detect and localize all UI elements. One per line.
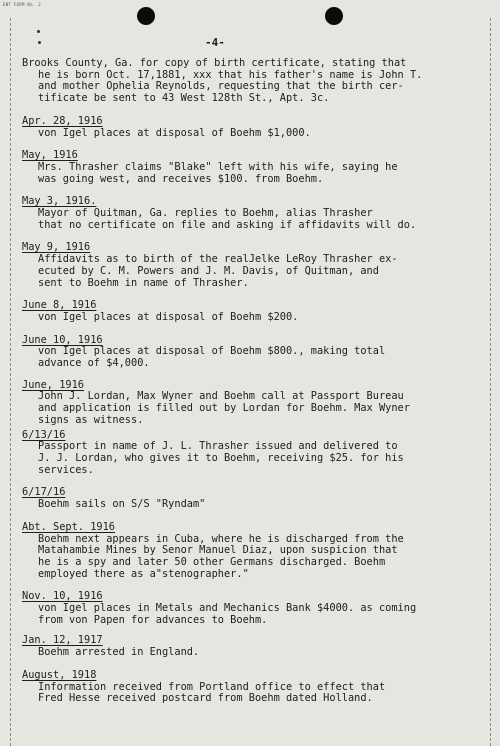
- chronology-entry: [22, 150, 484, 185]
- entry-text-line: Matahambie Mines by Senor Manuel Diaz, upon suspicion that: [38, 544, 398, 557]
- entry-date: August, 1918: [22, 668, 97, 681]
- entry-date: 6/17/16: [22, 486, 66, 499]
- entry-date: Jan. 12, 1917: [22, 634, 103, 647]
- entry-text-line: that no certificate on file and asking if affidavits will do.: [38, 218, 417, 231]
- entry-text-line: signs as witness.: [38, 413, 144, 426]
- entry-text-line: Passport in name of J. L. Thrasher issued and delivered to: [38, 440, 398, 453]
- entry-text-line: ecuted by C. M. Powers and J. M. Davis, of Quitman, and: [38, 264, 379, 277]
- entry-text-line: from von Papen for advances to Boehm.: [38, 613, 268, 626]
- entry-text-line: sent to Boehm in name of Thrasher.: [38, 276, 249, 289]
- entry-date: May 9, 1916: [22, 241, 91, 254]
- entry-text-line: Boehm arrested in England.: [38, 646, 200, 659]
- entry-text-line: von Igel places in Metals and Mechanics Bank $4000. as coming: [38, 602, 417, 615]
- entry-date: Abt. Sept. 1916: [22, 520, 115, 533]
- margin-mark: [37, 30, 40, 33]
- entry-text-line: advance of $4,000.: [38, 357, 150, 370]
- punch-hole-right: [325, 7, 343, 25]
- entry-text-line: Mrs. Thrasher claims "Blake" left with his wife, saying he: [38, 160, 398, 173]
- chronology-entry: [22, 335, 484, 370]
- entry-text-line: Fred Hesse received postcard from Boehm dated Holland.: [38, 692, 373, 705]
- intro-paragraph: [22, 58, 484, 105]
- intro-line: tificate be sent to 43 West 128th St., Apt. 3c.: [38, 92, 330, 105]
- chronology-entry: [22, 591, 484, 626]
- entry-text-line: von Igel places at disposal of Boehm $1,000.: [38, 126, 311, 139]
- chronology-entry: [22, 300, 484, 323]
- punch-hole-left: [137, 7, 155, 25]
- page-number: -4-: [205, 36, 225, 49]
- entry-text-line: Information received from Portland office to effect that: [38, 680, 386, 693]
- entry-date: May 3, 1916.: [22, 195, 97, 208]
- chronology-entry: [22, 430, 484, 477]
- intro-line: Brooks County, Ga. for copy of birth certificate, stating that: [22, 57, 407, 69]
- entry-text-line: Boehm sails on S/S "Ryndam": [38, 498, 206, 511]
- margin-mark: [38, 41, 41, 44]
- entry-text-line: Affidavits as to birth of the realJelke LeRoy Thrasher ex-: [38, 253, 398, 266]
- intro-line: and mother Ophelia Reynolds, requesting that the birth cer-: [38, 80, 404, 93]
- entry-text-line: and application is filled out by Lordan for Boehm. Max Wyner: [38, 402, 410, 415]
- entry-text-line: von Igel places at disposal of Boehm $800., making total: [38, 345, 386, 358]
- entry-text-line: employed there as a"stenographer.": [38, 567, 249, 580]
- left-margin-line: [10, 18, 12, 746]
- entry-date: June 8, 1916: [22, 299, 97, 312]
- right-margin-line: [490, 18, 492, 746]
- chronology-entry: [22, 196, 484, 231]
- chronology-entry: [22, 380, 484, 427]
- entry-text-line: was going west, and receives $100. from Boehm.: [38, 172, 324, 185]
- chronology-entry: [22, 522, 484, 581]
- entry-date: May, 1916: [22, 149, 78, 162]
- entry-text-line: J. J. Lordan, who gives it to Boehm, receiving $25. for his: [38, 451, 404, 464]
- entry-date: 6/13/16: [22, 428, 66, 441]
- entry-date: Nov. 10, 1916: [22, 590, 103, 603]
- entry-text-line: services.: [38, 463, 94, 476]
- entry-text-line: he is a spy and later 50 other Germans discharged. Boehm: [38, 555, 386, 568]
- document-body: [22, 58, 484, 705]
- chronology-entry: [22, 670, 484, 705]
- intro-line: he is born Oct. 17,1881, xxx that his father's name is John T.: [38, 68, 423, 81]
- entry-text-line: Mayor of Quitman, Ga. replies to Boehm, alias Thrasher: [38, 207, 373, 220]
- entry-text-line: John J. Lordan, Max Wyner and Boehm call at Passport Bureau: [38, 390, 404, 403]
- entry-text-line: von Igel places at disposal of Boehm $200.: [38, 310, 299, 323]
- entry-text-line: Boehm next appears in Cuba, where he is discharged from the: [38, 532, 404, 545]
- entry-date: June, 1916: [22, 378, 84, 391]
- form-label: ENT FORM No. 2: [3, 2, 41, 7]
- entry-date: Apr. 28, 1916: [22, 114, 103, 127]
- chronology-entries: [22, 116, 484, 705]
- chronology-entry: [22, 242, 484, 289]
- entry-date: June 10, 1916: [22, 333, 103, 346]
- chronology-entry: [22, 116, 484, 139]
- chronology-entry: [22, 635, 484, 658]
- chronology-entry: [22, 487, 484, 510]
